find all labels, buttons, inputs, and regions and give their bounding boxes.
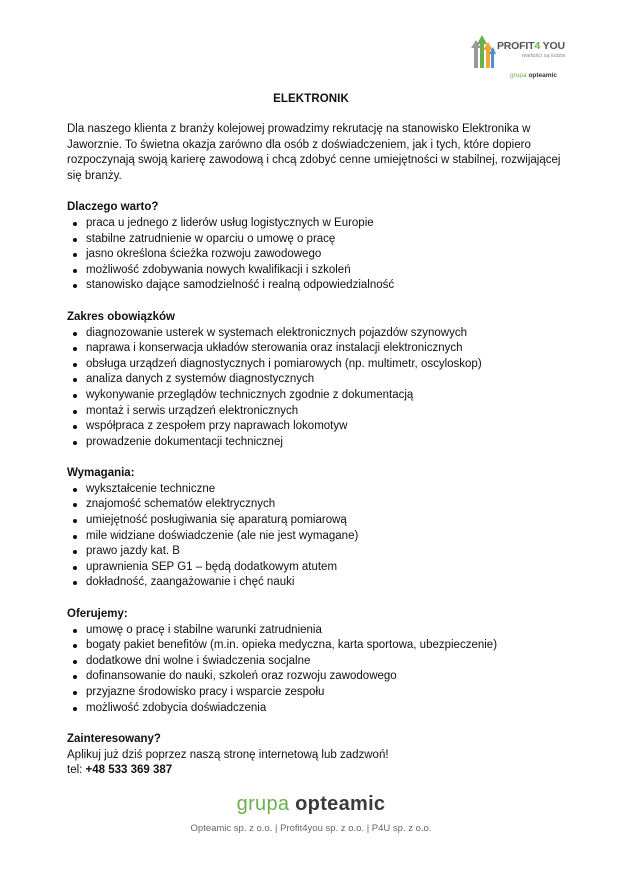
list-item: dofinansowanie do nauki, szkoleń oraz rozwoju zawodowego xyxy=(67,669,562,685)
phone-line xyxy=(67,763,562,779)
list-item: możliwość zdobycia doświadczenia xyxy=(67,701,562,717)
list-item: dodatkowe dni wolne i świadczenia socjalne xyxy=(67,654,562,670)
section-heading: Dlaczego warto? xyxy=(67,201,159,214)
section-heading: Zakres obowiązków xyxy=(67,310,176,323)
list-item: współpraca z zespołem przy naprawach lokomotyw xyxy=(67,419,562,435)
list-item: stanowisko dające samodzielność i realną odpowiedzialność xyxy=(67,278,562,294)
list-item: wykształcenie techniczne xyxy=(67,482,562,498)
list-item: naprawa i konserwacja układów sterowania oraz instalacji elektronicznych xyxy=(67,341,562,357)
list-item: obsługa urządzeń diagnostycznych i pomiarowych (np. multimetr, oscyloskop) xyxy=(67,357,562,373)
list-item: bogaty pakiet benefitów (m.in. opieka medyczna, karta sportowa, ubezpieczenie) xyxy=(67,638,562,654)
list-item: możliwość zdobywania nowych kwalifikacji i szkoleń xyxy=(67,263,562,279)
list-item: praca u jednego z liderów usług logistycznych w Europie xyxy=(67,216,562,232)
bullet-list xyxy=(67,623,562,717)
section-heading: Oferujemy: xyxy=(67,608,128,621)
closing-heading: Zainteresowany? xyxy=(67,733,161,746)
profit4you-logo xyxy=(470,34,590,82)
bullet-list xyxy=(67,326,562,451)
list-item: uprawnienia SEP G1 – będą dodatkowym atutem xyxy=(67,560,562,576)
section xyxy=(67,310,562,450)
footer-companies: Opteamic sp. z o.o. | Profit4you sp. z o.o. | P4U sp. z o.o. xyxy=(190,823,432,834)
list-item: stabilne zatrudnienie w oparciu o umowę o pracę xyxy=(67,232,562,248)
closing-section xyxy=(67,732,562,779)
list-item: analiza danych z systemów diagnostycznych xyxy=(67,372,562,388)
footer-brand: grupa opteamic xyxy=(236,793,386,815)
list-item: mile widziane doświadczenie (ale nie jest wymagane) xyxy=(67,529,562,545)
page-title: ELEKTRONIK xyxy=(273,93,349,105)
list-item: prawo jazdy kat. B xyxy=(67,544,562,560)
list-item: znajomość schematów elektrycznych xyxy=(67,497,562,513)
list-item: umiejętność posługiwania się aparaturą pomiarową xyxy=(67,513,562,529)
section xyxy=(67,466,562,591)
section xyxy=(67,200,562,294)
section xyxy=(67,607,562,716)
list-item: jasno określona ścieżka rozwoju zawodowego xyxy=(67,247,562,263)
arrows-logo-icon xyxy=(470,34,496,68)
list-item: przyjazne środowisko pracy i wsparcie zespołu xyxy=(67,685,562,701)
bullet-list xyxy=(67,482,562,591)
closing-text: Aplikuj już dziś poprzez naszą stronę internetową lub zadzwoń! xyxy=(67,748,389,761)
phone-label: tel: xyxy=(67,764,86,777)
list-item: umowę o pracę i stabilne warunki zatrudnienia xyxy=(67,623,562,639)
bullet-list xyxy=(67,216,562,294)
list-item: prowadzenie dokumentacji technicznej xyxy=(67,435,562,451)
section-heading: Wymagania: xyxy=(67,467,135,480)
list-item: montaż i serwis urządzeń elektronicznych xyxy=(67,404,562,420)
list-item: diagnozowanie usterek w systemach elektronicznych pojazdów szynowych xyxy=(67,326,562,342)
list-item: wykonywanie przeglądów technicznych zgodnie z dokumentacją xyxy=(67,388,562,404)
list-item: dokładność, zaangażowanie i chęć nauki xyxy=(67,575,562,591)
logo-tagline: wartości są ludzie xyxy=(522,53,566,59)
logo-group-label: grupa opteamic xyxy=(510,72,557,79)
intro-paragraph: Dla naszego klienta z branży kolejowej prowadzimy rekrutację na stanowisko Elektronika w Jaworznie. To świetna okazja zarówno dla osób z doświadczeniem, jak i tych, które dopiero rozpoczynają swoją karierę zawodową i chcą zdobyć cenne umiejętności w stabilnej, rozwijającej się branży. xyxy=(67,123,561,182)
document-body xyxy=(67,122,562,779)
sections-container xyxy=(67,200,562,716)
phone-number: +48 533 369 387 xyxy=(85,764,173,777)
logo-name: PROFIT4 YOU xyxy=(497,40,565,52)
